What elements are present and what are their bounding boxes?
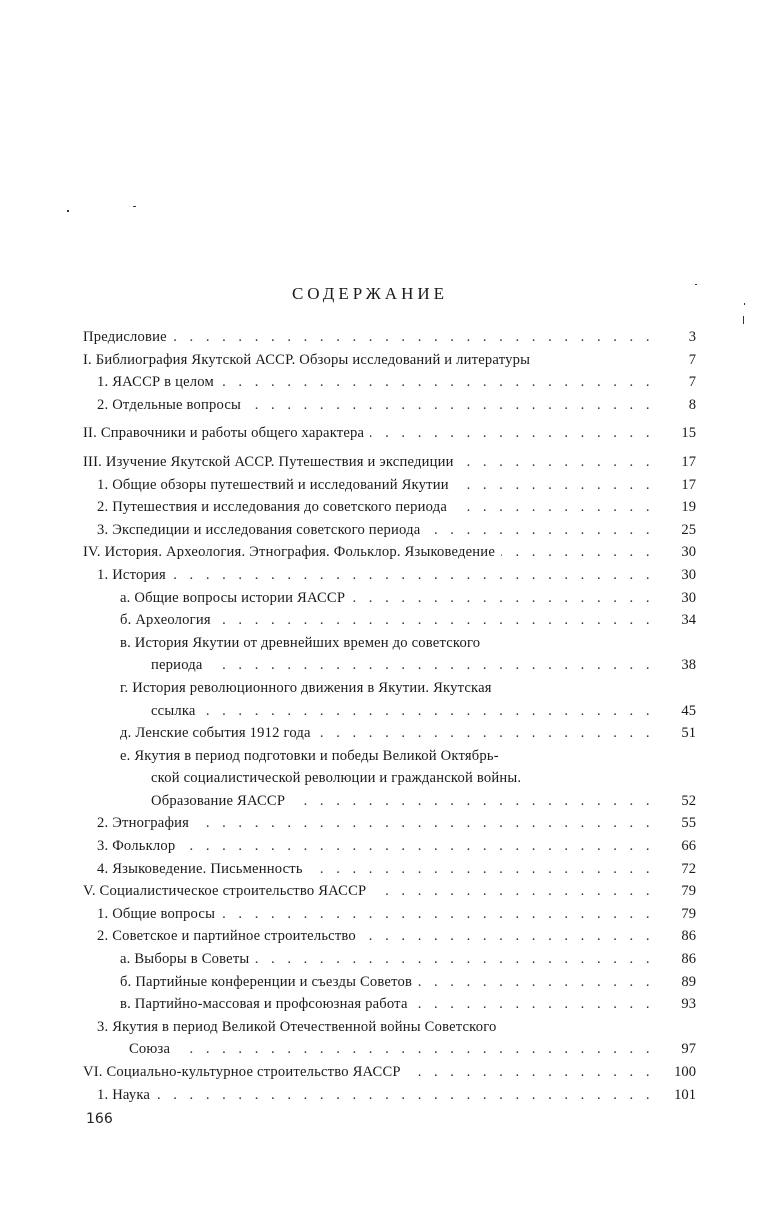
dot-leader bbox=[217, 609, 662, 632]
toc-entry-title: 1. Наука bbox=[83, 1084, 156, 1107]
toc-entry-title: ссылка bbox=[83, 700, 202, 723]
dot-leader bbox=[498, 677, 662, 700]
toc-entry-page: 25 bbox=[681, 521, 696, 538]
toc-entry bbox=[83, 880, 696, 903]
toc-entry-page: 97 bbox=[681, 1041, 696, 1058]
toc-entry bbox=[83, 564, 696, 587]
toc-entry bbox=[83, 1061, 696, 1084]
scan-speck bbox=[133, 206, 136, 207]
toc-entry-title: IV. История. Археология. Этнография. Фольклор. Языковедение bbox=[83, 541, 501, 564]
dot-leader bbox=[536, 349, 662, 372]
table-of-contents bbox=[83, 326, 696, 1106]
toc-entry-title: б. Партийные конференции и съезды Советов bbox=[83, 971, 418, 994]
toc-entry bbox=[83, 948, 696, 971]
toc-entry-page: 100 bbox=[674, 1064, 696, 1080]
toc-entry-title: в. Партийно-массовая и профсоюзная работа bbox=[83, 993, 414, 1016]
dot-leader bbox=[181, 835, 662, 858]
dot-leader bbox=[486, 632, 662, 655]
toc-entry bbox=[83, 1016, 696, 1039]
toc-entry-title: III. Изучение Якутской АССР. Путешествия и экспедиции bbox=[83, 451, 460, 474]
toc-entry-page: 51 bbox=[681, 725, 696, 742]
toc-entry bbox=[83, 903, 696, 926]
toc-entry-page: 34 bbox=[681, 612, 696, 629]
toc-entry bbox=[83, 745, 696, 768]
toc-entry-title: 1. ЯАССР в целом bbox=[83, 371, 220, 394]
toc-entry-title: 2. Путешествия и исследования до советского периода bbox=[83, 496, 453, 519]
toc-entry bbox=[83, 835, 696, 858]
toc-entry-title: 1. Общие обзоры путешествий и исследований Якутии bbox=[83, 474, 455, 497]
toc-entry-title: 3. Экспедиции и исследования советского периода bbox=[83, 519, 426, 542]
dot-leader bbox=[220, 371, 662, 394]
toc-entry-page: 17 bbox=[681, 476, 696, 493]
toc-entry-title: 3. Якутия в период Великой Отечественной войны Советского bbox=[83, 1016, 503, 1039]
toc-entry-page: 7 bbox=[688, 351, 696, 368]
toc-entry bbox=[83, 790, 696, 813]
toc-entry-page bbox=[662, 1016, 696, 1039]
toc-entry bbox=[83, 971, 696, 994]
toc-entry-title: 2. Советское и партийное строительство bbox=[83, 925, 362, 948]
toc-entry-page bbox=[662, 632, 696, 655]
toc-entry bbox=[83, 394, 696, 417]
dot-leader bbox=[255, 948, 662, 971]
toc-entry-page bbox=[662, 745, 696, 768]
dot-leader bbox=[195, 812, 662, 835]
toc-entry-page: 38 bbox=[681, 657, 696, 674]
toc-entry bbox=[83, 1084, 696, 1107]
toc-entry-page: 45 bbox=[681, 702, 696, 719]
toc-entry bbox=[83, 654, 696, 677]
toc-entry-page bbox=[662, 677, 696, 700]
toc-entry-title: периода bbox=[83, 654, 209, 677]
toc-entry-page: 86 bbox=[681, 951, 696, 968]
dot-leader bbox=[455, 474, 662, 497]
toc-entry-page: 55 bbox=[681, 815, 696, 832]
dot-leader bbox=[501, 541, 662, 564]
toc-entry bbox=[83, 609, 696, 632]
dot-leader bbox=[372, 880, 662, 903]
toc-entry-title: ской социалистической революции и гражданской войны. bbox=[83, 767, 527, 790]
toc-entry-page: 79 bbox=[681, 883, 696, 900]
dot-leader bbox=[202, 700, 662, 723]
toc-entry-title: б. Археология bbox=[83, 609, 217, 632]
dot-leader bbox=[426, 519, 662, 542]
toc-entry-title: а. Выборы в Советы bbox=[83, 948, 255, 971]
toc-entry-page: 30 bbox=[681, 589, 696, 606]
dot-leader bbox=[209, 654, 662, 677]
toc-entry bbox=[83, 677, 696, 700]
dot-leader bbox=[351, 587, 662, 610]
page-title: СОДЕРЖАНИЕ bbox=[291, 284, 449, 303]
toc-entry-page: 8 bbox=[688, 396, 696, 413]
toc-entry bbox=[83, 474, 696, 497]
toc-entry-page: 3 bbox=[688, 329, 696, 345]
toc-entry-page: 86 bbox=[681, 928, 696, 945]
dot-leader bbox=[173, 326, 662, 349]
dot-leader bbox=[453, 496, 662, 519]
toc-entry-title: в. История Якутии от древнейших времен до советского bbox=[83, 632, 486, 655]
dot-leader bbox=[370, 422, 662, 445]
dot-leader bbox=[460, 451, 662, 474]
toc-entry-page: 101 bbox=[674, 1086, 696, 1103]
toc-entry-title: Предисловие bbox=[83, 326, 173, 349]
toc-entry-title: VI. Социально-культурное строительство ЯАССР bbox=[83, 1061, 407, 1084]
toc-entry bbox=[83, 812, 696, 835]
toc-entry-page: 66 bbox=[681, 838, 696, 855]
toc-entry bbox=[83, 349, 696, 372]
dot-leader bbox=[309, 858, 662, 881]
toc-entry-page: 79 bbox=[681, 905, 696, 922]
toc-entry-title: е. Якутия в период подготовки и победы Великой Октябрь- bbox=[83, 745, 505, 768]
toc-entry bbox=[83, 451, 696, 474]
dot-leader bbox=[247, 394, 662, 417]
toc-entry bbox=[83, 993, 696, 1016]
toc-entry bbox=[83, 541, 696, 564]
dot-leader bbox=[317, 722, 662, 745]
toc-entry-title: Союза bbox=[83, 1038, 176, 1061]
dot-leader bbox=[527, 767, 662, 790]
dot-leader bbox=[291, 790, 662, 813]
toc-entry-title: 3. Фольклор bbox=[83, 835, 181, 858]
toc-entry-page: 7 bbox=[688, 374, 696, 391]
dot-leader bbox=[172, 564, 662, 587]
scan-speck bbox=[743, 316, 744, 324]
toc-entry-title: а. Общие вопросы истории ЯАССР bbox=[83, 587, 351, 610]
toc-entry bbox=[83, 1038, 696, 1061]
toc-entry-page: 72 bbox=[681, 860, 696, 877]
toc-entry bbox=[83, 722, 696, 745]
toc-entry-title: II. Справочники и работы общего характера bbox=[83, 422, 370, 445]
scan-speck bbox=[744, 303, 745, 305]
toc-entry-title: V. Социалистическое строительство ЯАССР bbox=[83, 880, 372, 903]
dot-leader bbox=[503, 1016, 662, 1039]
toc-entry bbox=[83, 422, 696, 445]
toc-entry bbox=[83, 632, 696, 655]
toc-entry bbox=[83, 371, 696, 394]
toc-entry bbox=[83, 925, 696, 948]
toc-entry-title: I. Библиография Якутской АССР. Обзоры исследований и литературы bbox=[83, 349, 536, 372]
dot-leader bbox=[156, 1084, 662, 1107]
dot-leader bbox=[505, 745, 662, 768]
toc-entry bbox=[83, 767, 696, 790]
toc-entry-title: 2. Отдельные вопросы bbox=[83, 394, 247, 417]
dot-leader bbox=[418, 971, 662, 994]
toc-entry-page bbox=[662, 767, 696, 790]
toc-entry-title: 1. Общие вопросы bbox=[83, 903, 221, 926]
toc-entry-page: 52 bbox=[681, 792, 696, 809]
toc-entry-page: 17 bbox=[681, 453, 696, 470]
toc-entry-page: 30 bbox=[681, 566, 696, 583]
toc-entry-title: 4. Языковедение. Письменность bbox=[83, 858, 309, 881]
toc-entry bbox=[83, 326, 696, 349]
toc-entry bbox=[83, 700, 696, 723]
toc-entry bbox=[83, 519, 696, 542]
dot-leader bbox=[362, 925, 662, 948]
toc-entry-title: д. Ленские события 1912 года bbox=[83, 722, 317, 745]
dot-leader bbox=[176, 1038, 662, 1061]
toc-entry-page: 89 bbox=[681, 973, 696, 990]
toc-entry-page: 15 bbox=[681, 425, 696, 442]
dot-leader bbox=[414, 993, 662, 1016]
page-number: 166 bbox=[86, 1111, 113, 1127]
toc-entry-title: 2. Этнография bbox=[83, 812, 195, 835]
toc-entry bbox=[83, 496, 696, 519]
toc-entry-page: 93 bbox=[681, 996, 696, 1013]
scan-speck bbox=[67, 210, 69, 212]
toc-entry-title: г. История революционного движения в Якутии. Якутская bbox=[83, 677, 498, 700]
toc-entry-title: Образование ЯАССР bbox=[83, 790, 291, 813]
toc-entry bbox=[83, 587, 696, 610]
dot-leader bbox=[221, 903, 662, 926]
toc-entry-page: 19 bbox=[681, 499, 696, 516]
toc-entry-title: 1. История bbox=[83, 564, 172, 587]
toc-entry bbox=[83, 858, 696, 881]
toc-entry-page: 30 bbox=[681, 544, 696, 561]
dot-leader bbox=[407, 1061, 662, 1084]
